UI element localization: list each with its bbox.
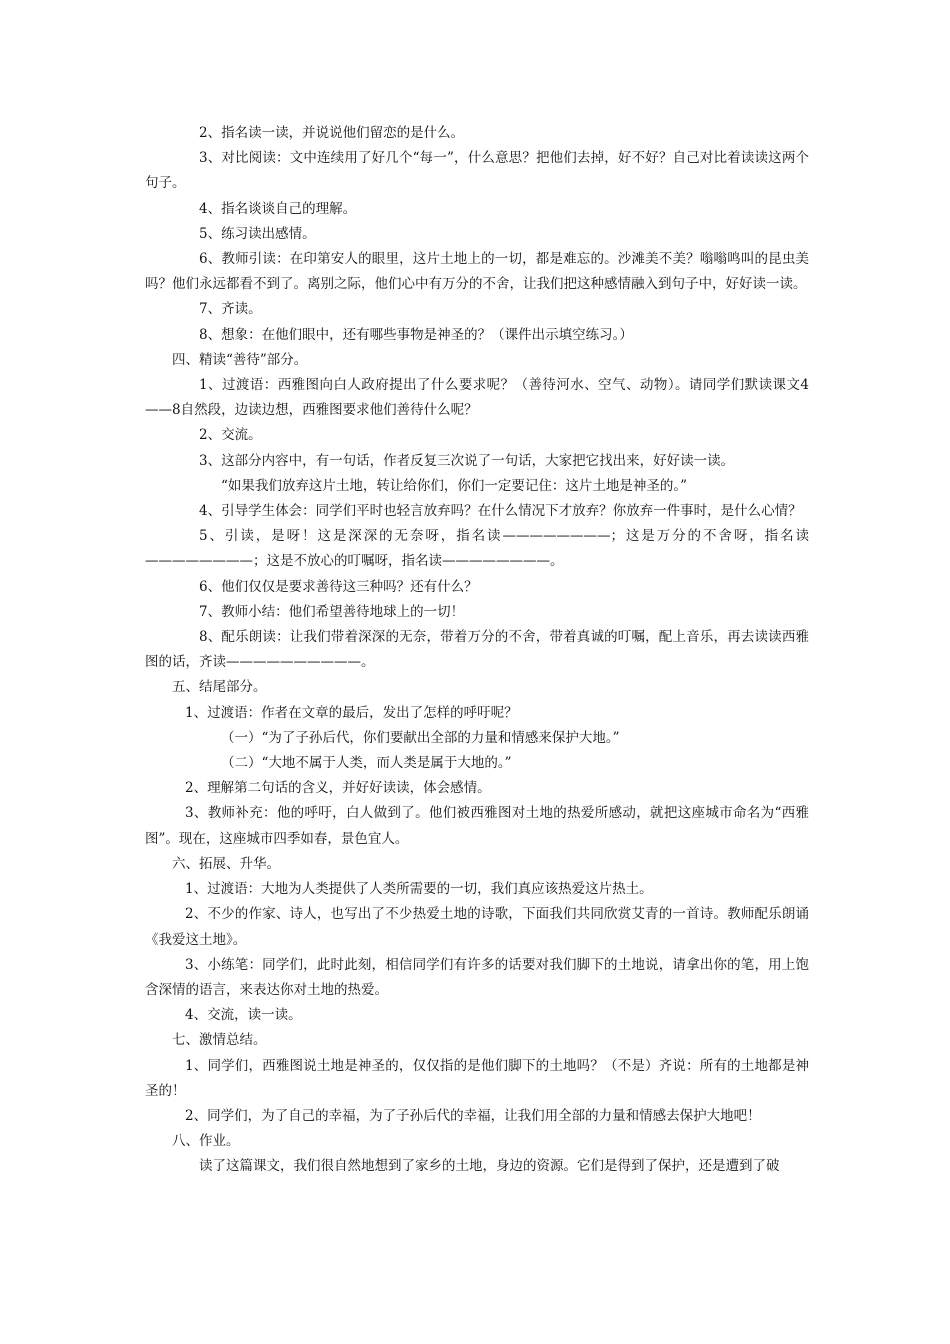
paragraph: 3、这部分内容中，有一句话，作者反复三次说了一句话，大家把它找出来，好好读一读。 <box>199 452 735 469</box>
paragraph: 1、过渡语：大地为人类提供了人类所需要的一切，我们真应该热爱这片热土。 <box>185 881 653 898</box>
paragraph: 6、他们仅仅是要求善待这三种吗？还有什么？ <box>199 578 478 595</box>
paragraph: 五、结尾部分。 <box>172 679 267 696</box>
paragraph: 七、激情总结。 <box>172 1032 267 1049</box>
paragraph: 8、想象：在他们眼中，还有哪些事物是神圣的？（课件出示填空练习。） <box>199 326 633 343</box>
paragraph: 2、交流。 <box>199 427 262 444</box>
paragraph: 5、引读，是呀！这是深深的无奈呀，指名读————————；这是万分的不舍呀，指名读————————；这是不放心的叮嘱呀，指名读————————。 <box>145 528 809 570</box>
paragraph: 1、同学们，西雅图说土地是神圣的，仅仅指的是他们脚下的土地吗？（不是）齐说：所有的土地都是神圣的！ <box>145 1057 809 1099</box>
paragraph: 2、指名读一读，并说说他们留恋的是什么。 <box>199 125 465 141</box>
paragraph: 3、教师补充：他的呼吁，白人做到了。他们被西雅图对土地的热爱所感动，就把这座城市命名为“西雅图”。现在，这座城市四季如春，景色宜人。 <box>145 805 809 847</box>
paragraph: 4、指名谈谈自己的理解。 <box>199 200 357 217</box>
paragraph: 7、教师小结：他们希望善待地球上的一切！ <box>199 603 465 620</box>
paragraph: 6、教师引读：在印第安人的眼里，这片土地上的一切，都是难忘的。沙滩美不美？嗡嗡鸣叫的昆虫美吗？他们永远都看不到了。离别之际，他们心中有万分的不舍，让我们把这种感情融入到句子中，好好读一读。 <box>145 251 809 293</box>
paragraph: （二）“大地不属于人类，而人类是属于大地的。” <box>221 755 512 772</box>
paragraph: 八、作业。 <box>172 1133 240 1150</box>
paragraph: 4、交流，读一读。 <box>185 1007 302 1024</box>
paragraph: 四、精读“善待”部分。 <box>172 351 308 368</box>
paragraph: 2、理解第二句话的含义，并好好读读，体会感情。 <box>185 780 491 797</box>
paragraph: 5、练习读出感情。 <box>199 225 316 242</box>
paragraph: 7、齐读。 <box>199 301 262 318</box>
paragraph: 1、过渡语：西雅图向白人政府提出了什么要求呢？（善待河水、空气、动物）。请同学们默读课文4——8自然段，边读边想，西雅图要求他们善待什么呢？ <box>145 377 809 419</box>
paragraph: 六、拓展、升华。 <box>172 855 280 872</box>
paragraph: （一）“为了子孙后代，你们要献出全部的力量和情感来保护大地。” <box>221 729 620 746</box>
paragraph: 2、不少的作家、诗人，也写出了不少热爱土地的诗歌，下面我们共同欣赏艾青的一首诗。教师配乐朗诵《我爱这土地》。 <box>145 906 809 948</box>
paragraph: 3、小练笔：同学们，此时此刻，相信同学们有许多的话要对我们脚下的土地说，请拿出你的笔，用上饱含深情的语言，来表达你对土地的热爱。 <box>145 956 809 998</box>
paragraph: 4、引导学生体会：同学们平时也轻言放弃吗？在什么情况下才放弃？你放弃一件事时，是什么心情？ <box>199 503 802 520</box>
paragraph: 1、过渡语：作者在文章的最后，发出了怎样的呼吁呢？ <box>185 704 518 721</box>
paragraph: 读了这篇课文，我们很自然地想到了家乡的土地，身边的资源。它们是得到了保护，还是遭到了破 <box>199 1158 780 1175</box>
paragraph: 3、对比阅读：文中连续用了好几个“每一”，什么意思？把他们去掉，好不好？自己对比着读读这两个句子。 <box>145 150 809 192</box>
paragraph: 2、同学们，为了自己的幸福，为了子孙后代的幸福，让我们用全部的力量和情感去保护大地吧！ <box>185 1107 761 1124</box>
paragraph: “如果我们放弃这片土地，转让给你们，你们一定要记住：这片土地是神圣的。” <box>221 477 688 494</box>
paragraph: 8、配乐朗读：让我们带着深深的无奈，带着万分的不舍，带着真诚的叮嘱，配上音乐，再去读读西雅图的话，齐读——————————。 <box>145 629 809 671</box>
document-body <box>145 121 809 1180</box>
